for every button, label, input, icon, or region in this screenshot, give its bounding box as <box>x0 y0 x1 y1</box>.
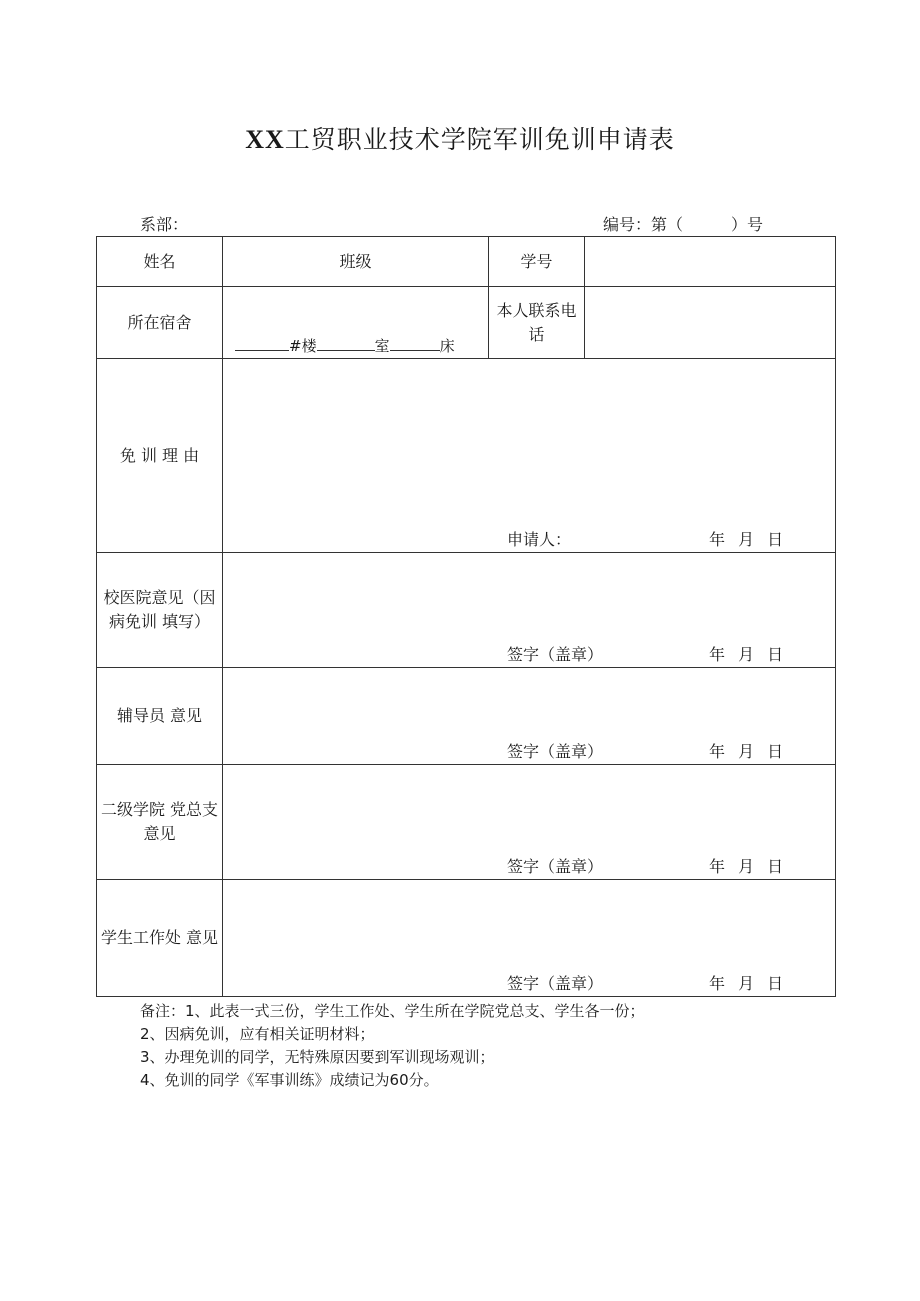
college-date: 年 月 日 <box>709 857 788 876</box>
counselor-sign-label: 签字（盖章） <box>507 742 604 761</box>
note-line: 3、办理免训的同学，无特殊原因要到军训现场观训； <box>140 1048 495 1066</box>
college-field[interactable] <box>223 765 836 880</box>
reason-date: 年 月 日 <box>709 530 788 549</box>
applicant-label: 申请人： <box>507 530 572 549</box>
note-line: 2、因病免训，应有相关证明材料； <box>140 1025 375 1043</box>
phone-field[interactable] <box>585 287 836 359</box>
dorm-bed: 床 <box>439 337 455 355</box>
number-label: 编号：第（ ）号 <box>603 215 764 234</box>
affairs-field[interactable] <box>223 880 836 997</box>
notes-section <box>140 1000 645 1092</box>
dorm-room: 室 <box>374 337 390 355</box>
dorm-value <box>235 335 455 356</box>
dorm-field[interactable] <box>223 287 489 359</box>
clinic-sign-label: 签字（盖章） <box>507 645 604 664</box>
class-label: 班级 <box>223 237 489 287</box>
phone-label: 本人联系电话 <box>489 287 585 359</box>
affairs-sign-label: 签字（盖章） <box>507 974 604 993</box>
dorm-label: 所在宿舍 <box>97 287 223 359</box>
clinic-date: 年 月 日 <box>709 645 788 664</box>
college-sign-label: 签字（盖章） <box>507 857 604 876</box>
department-label: 系部： <box>140 215 189 234</box>
student-id-label: 学号 <box>489 237 585 287</box>
title-main: 工贸职业技术学院军训免训申请表 <box>284 125 675 154</box>
college-label: 二级学院 党总支 意见 <box>97 765 223 880</box>
affairs-label: 学生工作处 意见 <box>97 880 223 997</box>
title-prefix: XX <box>245 125 285 154</box>
page-title <box>0 120 920 156</box>
reason-label: 免 训 理 由 <box>97 359 223 553</box>
student-id-field[interactable] <box>585 237 836 287</box>
counselor-date: 年 月 日 <box>709 742 788 761</box>
reason-field[interactable] <box>223 359 836 553</box>
dorm-building: #楼 <box>289 337 317 355</box>
clinic-label: 校医院意见（因病免训 填写） <box>97 553 223 668</box>
counselor-field[interactable] <box>223 668 836 765</box>
note-line: 备注：1、此表一式三份，学生工作处、学生所在学院党总支、学生各一份； <box>140 1002 645 1020</box>
affairs-date: 年 月 日 <box>709 974 788 993</box>
note-line: 4、免训的同学《军事训练》成绩记为60分。 <box>140 1071 439 1089</box>
application-form-table <box>96 236 836 997</box>
clinic-field[interactable] <box>223 553 836 668</box>
counselor-label: 辅导员 意见 <box>97 668 223 765</box>
name-label: 姓名 <box>97 237 223 287</box>
